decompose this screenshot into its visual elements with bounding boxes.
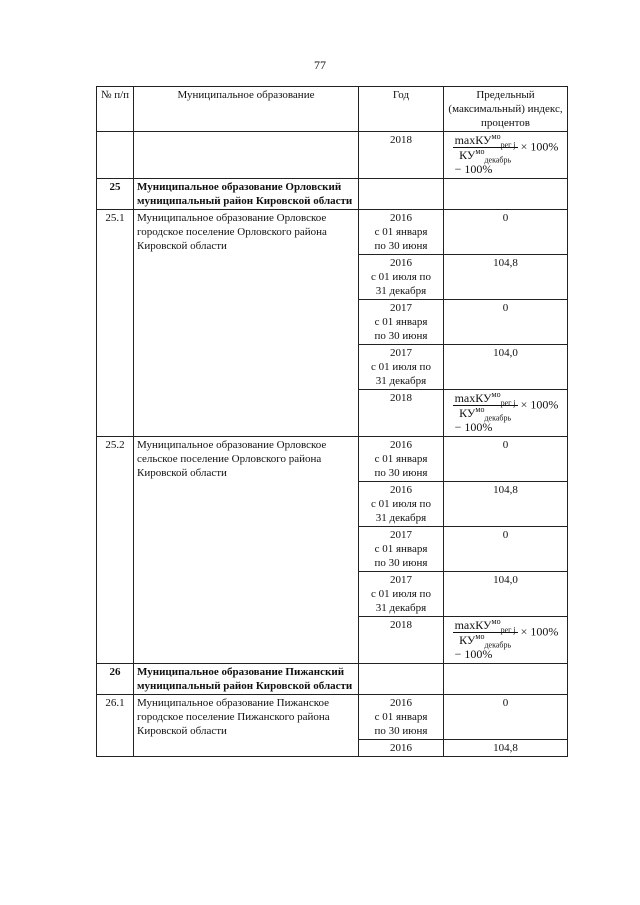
page-number: 77 — [314, 58, 326, 72]
index-cell: 104,0 — [444, 345, 568, 390]
formula-denominator: $КУ^{мо}_{декабрь}$ — [459, 405, 512, 423]
header-index: Предельный (максимальный) индекс, процентов — [444, 87, 568, 132]
index-cell — [444, 179, 568, 210]
year-cell: 2016 с 01 июля по 31 декабря — [359, 255, 444, 300]
formula-fraction — [453, 132, 518, 165]
municipality-name: Муниципальное образование Пижанское городское поселение Пижанского района Кировской области — [134, 695, 359, 757]
index-formula: $\frac{\max КУ^{мо}_{рег j}}{КУ^{мо}_{декабрь}}$ × 100% − 100% — [454, 617, 559, 661]
year-cell: 2016 с 01 июля по 31 декабря — [359, 482, 444, 527]
municipality-name: Муниципальное образование Пижанский муниципальный район Кировской области — [134, 664, 359, 695]
header-number: № п/п — [97, 87, 134, 132]
year-cell: 2018 — [359, 390, 444, 437]
index-cell: 104,8 — [444, 740, 568, 757]
year-cell: 2016 с 01 января по 30 июня — [359, 695, 444, 740]
table-row — [97, 664, 568, 695]
index-cell — [444, 132, 568, 179]
year-cell — [359, 179, 444, 210]
index-cell — [444, 617, 568, 664]
index-cell: 0 — [444, 437, 568, 482]
formula-numerator: maxКУ$^{мо}_{рег j}$ — [454, 617, 516, 635]
formula-minus: − 100% — [454, 647, 493, 661]
index-cell: 0 — [444, 210, 568, 255]
municipality-name: Муниципальное образование Орловское городское поселение Орловского района Кировской области — [134, 210, 359, 437]
formula-denominator: $КУ^{мо}_{декабрь}$ — [459, 632, 512, 650]
table-row — [97, 695, 568, 740]
year-cell: 2017 с 01 июля по 31 декабря — [359, 572, 444, 617]
table-row — [97, 437, 568, 482]
header-year: Год — [359, 87, 444, 132]
formula-numerator: maxКУ$^{мо}_{рег j}$ — [454, 390, 516, 408]
index-formula: $\frac{\max КУ^{мо}_{рег j}}{КУ^{мо}_{декабрь}}$ × 100% − 100% — [454, 132, 559, 176]
index-formula: $\frac{\max КУ^{мо}_{рег j}}{КУ^{мо}_{декабрь}}$ × 100% − 100% — [454, 390, 559, 434]
row-number: 25.2 — [97, 437, 134, 664]
table-row — [97, 179, 568, 210]
year-cell: 2018 — [359, 617, 444, 664]
table-header-row — [97, 87, 568, 132]
index-cell: 104,8 — [444, 482, 568, 527]
year-cell: 2017 с 01 января по 30 июня — [359, 527, 444, 572]
year-cell: 2017 с 01 июля по 31 декабря — [359, 345, 444, 390]
formula-minus: − 100% — [454, 420, 493, 434]
year-cell: 2016 с 01 января по 30 июня — [359, 210, 444, 255]
index-cell — [444, 390, 568, 437]
index-cell — [444, 664, 568, 695]
year-cell: 2018 — [359, 132, 444, 179]
table-row — [97, 210, 568, 255]
year-cell: 2016 — [359, 740, 444, 757]
year-cell: 2016 с 01 января по 30 июня — [359, 437, 444, 482]
formula-minus: − 100% — [454, 162, 493, 176]
row-number: 26 — [97, 664, 134, 695]
row-number: 25 — [97, 179, 134, 210]
index-cell: 0 — [444, 695, 568, 740]
municipality-name — [134, 132, 359, 179]
table-body — [97, 132, 568, 757]
year-cell — [359, 664, 444, 695]
formula-denominator: $КУ^{мо}_{декабрь}$ — [459, 147, 512, 165]
row-number: 25.1 — [97, 210, 134, 437]
row-number: 26.1 — [97, 695, 134, 757]
index-cell: 0 — [444, 527, 568, 572]
index-cell: 104,8 — [444, 255, 568, 300]
formula-fraction — [453, 390, 518, 423]
municipality-name: Муниципальное образование Орловское сельское поселение Орловского района Кировской области — [134, 437, 359, 664]
row-number — [97, 132, 134, 179]
formula-fraction — [453, 617, 518, 650]
municipality-name: Муниципальное образование Орловский муниципальный район Кировской области — [134, 179, 359, 210]
index-table — [96, 86, 568, 757]
header-municipality: Муниципальное образование — [134, 87, 359, 132]
table-row — [97, 132, 568, 179]
index-cell: 104,0 — [444, 572, 568, 617]
index-cell: 0 — [444, 300, 568, 345]
year-cell: 2017 с 01 января по 30 июня — [359, 300, 444, 345]
formula-numerator: maxКУ$^{мо}_{рег j}$ — [454, 132, 516, 150]
